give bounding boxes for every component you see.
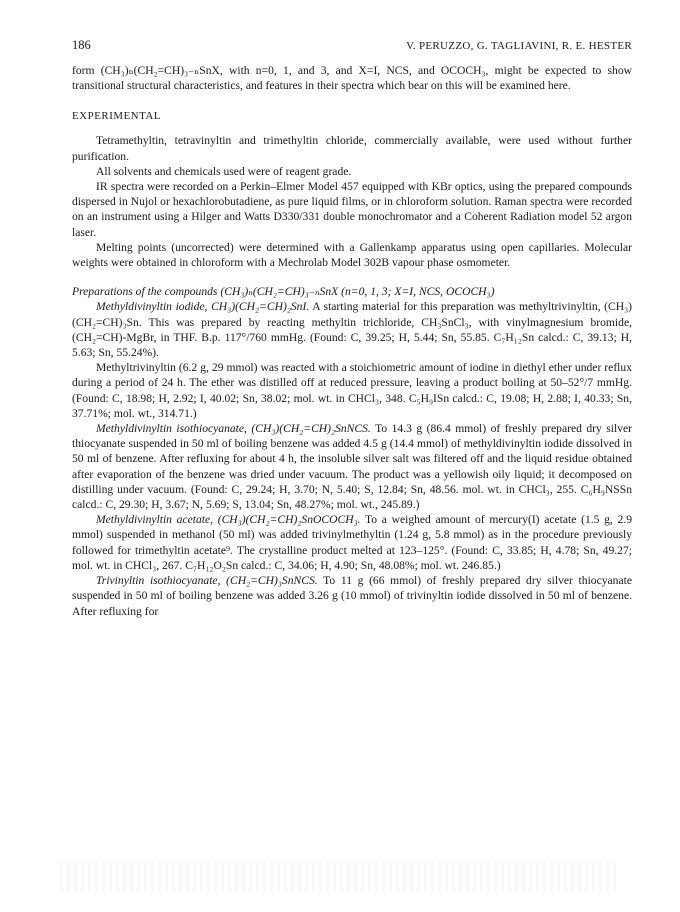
experimental-paragraph-2: All solvents and chemicals used were of reagent grade. bbox=[96, 164, 352, 178]
experimental-paragraph-3: IR spectra were recorded on a Perkin–Elmer Model 457 equipped with KBr optics, using the prepared compounds dispersed in Nujol or hexachlorobutadiene, as pure liquid films, or in chloroform solution. Raman spectra were recorded on an instrument using a Hilger and Watts D330/331 double monochromator and a Coherent Radiation model 52 argon laser. bbox=[72, 180, 632, 239]
scan-noise-footer bbox=[60, 862, 620, 892]
prep-paragraph-methyldivinyltin-iodide bbox=[72, 299, 632, 360]
page-number: 186 bbox=[72, 38, 91, 52]
prep-text-isothiocyanate: To 14.3 g (86.4 mmol) of freshly prepared dry silver thiocyanate suspended in 50 ml of boiling benzene was added 4.5 g (14.4 mmol) of methyldivinyltin iodide dissolved in 50 ml of benzene. After refluxing for about 4 h, the insoluble silver salt was filtered off and the liquid residue obtained after evaporation of the benzene was dried under vacuum. The product was a yellowish oily liquid; it decomposed on distilling under vacuum. (Found: C, 29.24; H, 3.70; N, 5.40; S, 12.84; Sn, 48.56. mol. wt. in CHCl₃, 255. C₆H₉NSSn calcd.: C, 29.30; H, 3.67; N, 5.69; S, 13.04; Sn, 48.27%; mol. wt., 245.89.) bbox=[72, 422, 633, 512]
prep-paragraph-methyltrivinyltin-iodination: Methyltrivinyltin (6.2 g, 29 mmol) was reacted with a stoichiometric amount of iodine in diethyl ether under reflux during a period of 24 h. The ether was distilled off at reduced pressure, leaving a product boiling at 50–52°/7 mmHg. (Found: C, 18.98; H, 2.92; I, 40.02; Sn, 38.02; mol. wt. in CHCl₃, 348. C₅H₉ISn calcd.: C, 19.08; H, 2.88; I, 40.33; Sn, 37.71%; mol. wt., 314.71.) bbox=[72, 361, 632, 420]
prep-paragraph-trivinyltin-isothiocyanate bbox=[72, 573, 632, 619]
section-title-experimental: EXPERIMENTAL bbox=[72, 110, 162, 123]
intro-tail-paragraph: form (CH₃)ₙ(CH₂=CH)₃₋ₙSnX, with n=0, 1, and 3, and X=I, NCS, and OCOCH₃, might be expected to show transitional structural characteristics, and features in their spectra which bear on this will be examined here. bbox=[72, 64, 632, 93]
prep-title-trivinyltin-isothiocyanate: Trivinyltin isothiocyanate, (CH₂=CH)₃SnNCS. bbox=[96, 574, 318, 588]
prep-paragraph-acetate bbox=[72, 512, 632, 573]
experimental-paragraph-1: Tetramethyltin, tetravinyltin and trimethyltin chloride, commercially available, were used without further purification. bbox=[72, 134, 632, 163]
prep-title-methyldivinyltin-iodide: Methyldivinyltin iodide, CH₃)(CH₂=CH)₂SnI. bbox=[96, 300, 310, 314]
preparations-heading: Preparations of the compounds (CH₃)ₙ(CH₂=CH)₃₋ₙSnX (n=0, 1, 3; X=I, NCS, OCOCH₃) bbox=[72, 285, 495, 299]
prep-text-trivinyltin-isothiocyanate: To 11 g (66 mmol) of freshly prepared dry silver thiocyanate suspended in 50 ml of boiling benzene was added 3.26 g (10 mmol) of trivinyltin iodide dissolved in 50 ml of benzene. After refluxing for bbox=[72, 574, 632, 618]
prep-title-isothiocyanate: Methyldivinyltin isothiocyanate, (CH₃)(CH₂=CH)₂SnNCS. bbox=[96, 422, 371, 436]
running-authors: V. PERUZZO, G. TAGLIAVINI, R. E. HESTER bbox=[406, 40, 632, 52]
journal-page bbox=[72, 38, 632, 619]
prep-title-acetate: Methyldivinyltin acetate, (CH₃)(CH₂=CH)₂SnOCOCH₃. bbox=[96, 513, 361, 527]
prep-paragraph-isothiocyanate bbox=[72, 421, 632, 512]
prep-text-methyldivinyltin-iodide: A starting material for this preparation was methyltrivinyltin, (CH₃)(CH₂=CH)₃Sn. This was prepared by reacting methyltin trichloride, CH₃SnCl₃, with vinylmagnesium bromide, (CH₂=CH)-MgBr, in THF. B.p. 117°/760 mmHg. (Found: C, 39.25; H, 5.44; Sn, 55.85. C₇H₁₂Sn calcd.: C, 39.13; H, 5.63; Sn, 55.24%). bbox=[72, 300, 632, 360]
prep-text-acetate: To a weighed amount of mercury(I) acetate (1.5 g, 2.9 mmol) suspended in methanol (50 ml) was added trivinylmethyltin (1.24 g, 5.8 mmol) as in the procedure previously followed for trimethyltin acetate⁹. The crystalline product melted at 123–125°. (Found: C, 33.85; H, 4.78; Sn, 49.27; mol. wt. in CHCl₃, 267. C₇H₁₂O₂Sn calcd.: C, 34.06; H, 4.90; Sn, 48.08%; mol. wt. 246.85.) bbox=[72, 513, 632, 572]
experimental-paragraph-4: Melting points (uncorrected) were determined with a Gallenkamp apparatus using open capillaries. Molecular weights were obtained in chloroform with a Mechrolab Model 302B vapour phase osmometer. bbox=[72, 240, 632, 270]
running-header bbox=[72, 38, 632, 53]
